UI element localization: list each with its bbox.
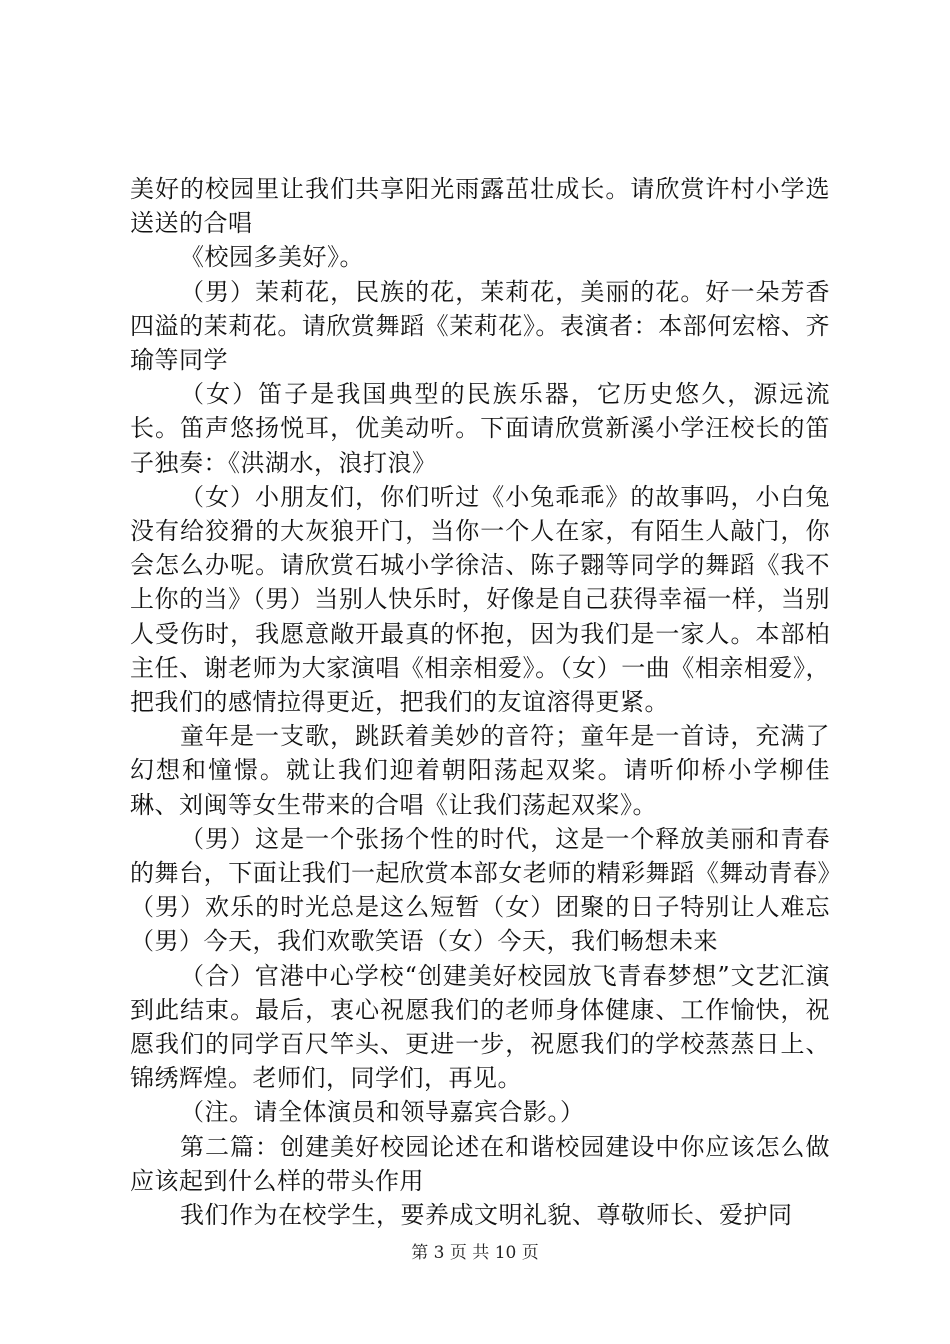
paragraph: 我们作为在校学生，要养成文明礼貌、尊敬师长、爱护同 xyxy=(180,1201,793,1230)
paragraph: 童年是一支歌，跳跃着美妙的音符；童年是一首诗，充满了幻想和憧憬。就让我们迎着朝阳荡起双桨。请听仰桥小学柳佳琳、刘闽等女生带来的合唱《让我们荡起双桨》。 xyxy=(130,722,830,819)
paragraph: （女）笛子是我国典型的民族乐器，它历史悠久，源远流长。笛声悠扬悦耳，优美动听。下面请欣赏新溪小学汪校长的笛子独奏：《洪湖水，浪打浪》 xyxy=(130,380,830,477)
page-number-footer: 第 3 页 共 10 页 xyxy=(411,1243,539,1263)
paragraph: （合）官港中心学校“创建美好校园放飞青春梦想”文艺汇演到此结束。最后，衷心祝愿我们的老师身体健康、工作愉快，祝愿我们的同学百尺竿头、更进一步，祝愿我们的学校蒸蒸日上、锦绣辉煌。老师们，同学们，再见。 xyxy=(130,961,830,1093)
paragraph: （女）小朋友们，你们听过《小兔乖乖》的故事吗，小白兔没有给狡猾的大灰狼开门，当你一个人在家，有陌生人敲门，你会怎么办呢。请欣赏石城小学徐洁、陈子翾等同学的舞蹈《我不上你的当》（男）当别人快乐时，好像是自己获得幸福一样，当别人受伤时，我愿意敞开最真的怀抱，因为我们是一家人。本部柏主任、谢老师为大家演唱《相亲相爱》。（女）一曲《相亲相爱》，把我们的感情拉得更近，把我们的友谊溶得更紧。 xyxy=(130,482,830,717)
section-heading: 第二篇：创建美好校园论述在和谐校园建设中你应该怎么做应该起到什么样的带头作用 xyxy=(130,1132,830,1195)
paragraph: 美好的校园里让我们共享阳光雨露茁壮成长。请欣赏许村小学选送送的合唱 xyxy=(130,175,830,238)
document-body xyxy=(130,172,830,1232)
paragraph: （男）这是一个张扬个性的时代，这是一个释放美丽和青春的舞台，下面让我们一起欣赏本部女老师的精彩舞蹈《舞动青春》（男）欢乐的时光总是这么短暂（女）团聚的日子特别让人难忘（男）今天，我们欢歌笑语（女）今天，我们畅想未来 xyxy=(130,824,830,956)
paragraph: 《校园多美好》。 xyxy=(180,243,364,272)
paragraph: （注。请全体演员和领导嘉宾合影。） xyxy=(180,1098,585,1127)
paragraph: （男）茉莉花，民族的花，茉莉花，美丽的花。好一朵芳香四溢的茉莉花。请欣赏舞蹈《茉莉花》。表演者：本部何宏榕、齐瑜等同学 xyxy=(130,277,830,375)
